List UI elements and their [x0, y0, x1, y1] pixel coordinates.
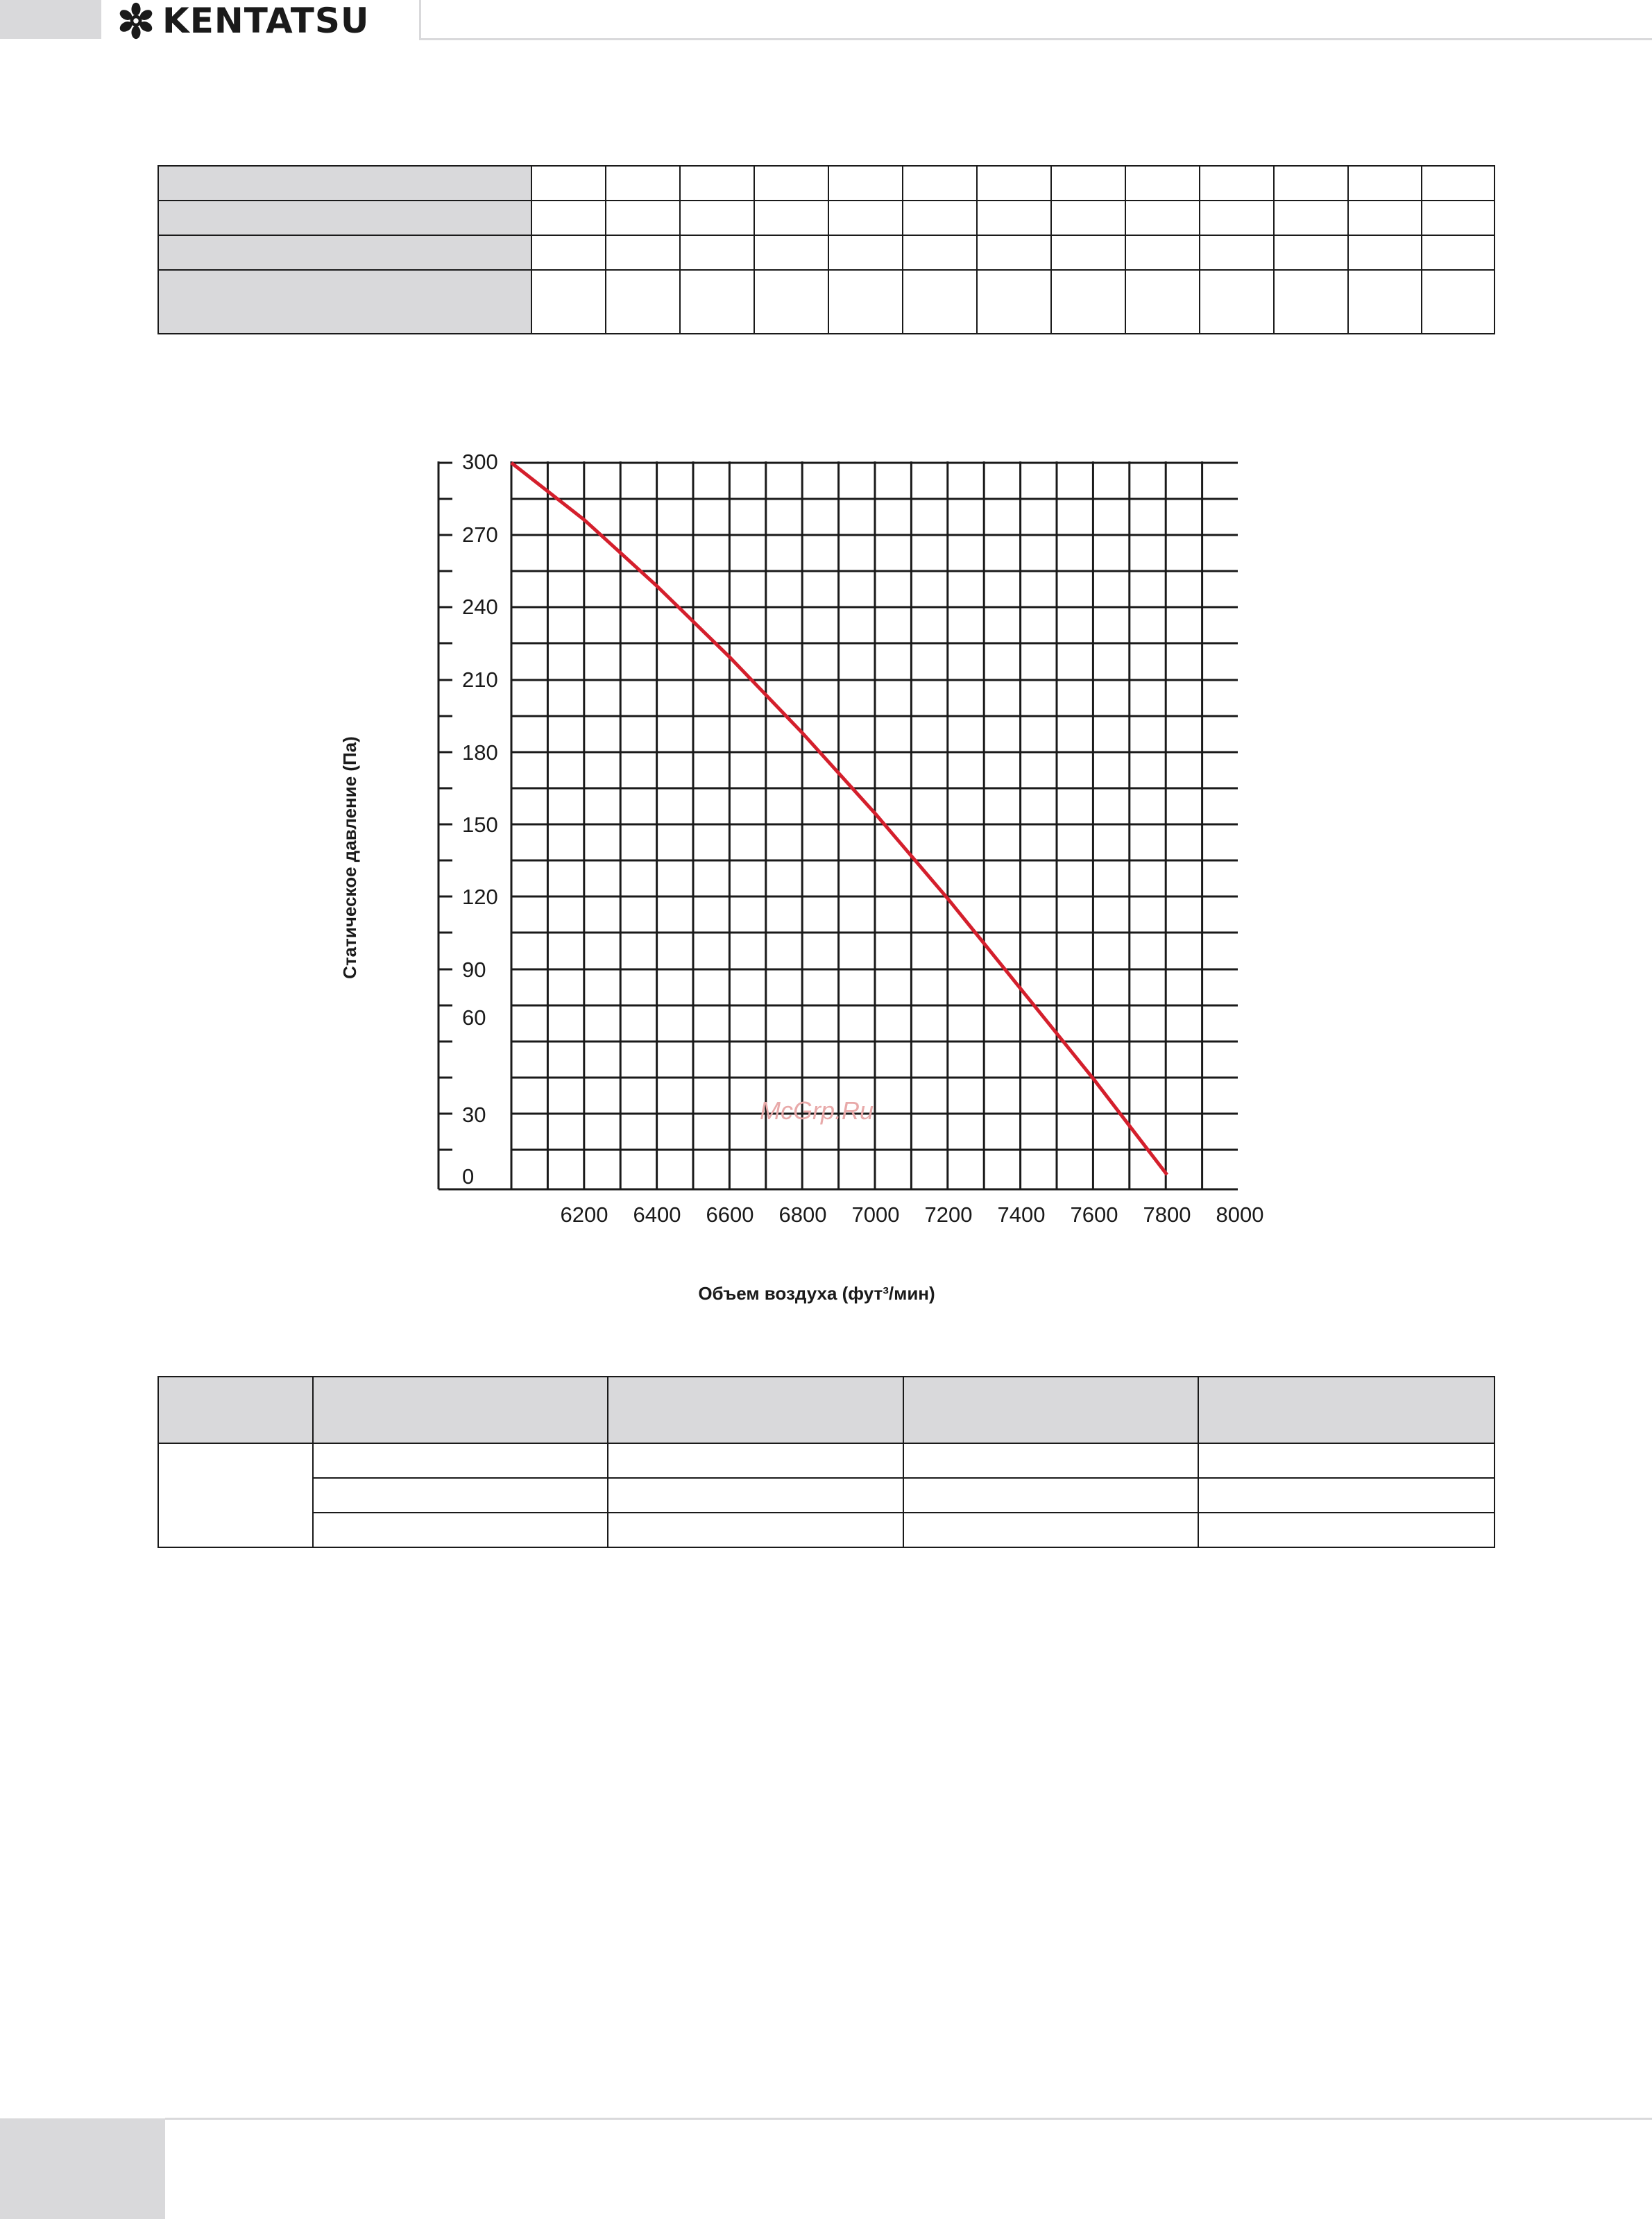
table-cell	[1125, 235, 1200, 270]
table-cell	[903, 1478, 1199, 1513]
table-cell	[828, 270, 903, 334]
header-cell	[1198, 1377, 1495, 1443]
table-cell	[903, 270, 977, 334]
header-cell	[158, 1377, 313, 1443]
header-cell	[608, 1377, 903, 1443]
y-axis-title: Статическое давление (Па)	[339, 736, 360, 979]
x-tick-label: 6400	[633, 1202, 681, 1227]
table-cell	[1051, 201, 1125, 235]
y-tick-labels	[462, 450, 498, 1189]
y-tick-label: 150	[462, 813, 498, 837]
table-cell	[1051, 270, 1125, 334]
table-cell	[606, 166, 680, 201]
x-tick-labels	[561, 1202, 1264, 1227]
table-cell	[1198, 1513, 1495, 1547]
table-cell	[754, 270, 828, 334]
y-tick-label: 30	[462, 1103, 486, 1127]
table-cell	[1348, 270, 1422, 334]
table-cell	[1274, 270, 1348, 334]
table-cell	[977, 235, 1051, 270]
table-cell	[1348, 201, 1422, 235]
x-tick-label: 6600	[706, 1202, 754, 1227]
table-cell	[1422, 166, 1495, 201]
table-cell	[754, 166, 828, 201]
table-row	[158, 166, 1495, 201]
table-cell	[754, 235, 828, 270]
table-cell	[977, 166, 1051, 201]
table-cell	[313, 1478, 608, 1513]
table-cell	[680, 235, 754, 270]
row-header-cell	[158, 270, 531, 334]
table-row	[158, 1478, 1495, 1513]
table-cell	[313, 1513, 608, 1547]
table-cell	[531, 270, 606, 334]
table-row	[158, 201, 1495, 235]
row-header-cell	[158, 166, 531, 201]
y-tick-label: 240	[462, 595, 498, 619]
table-cell	[977, 270, 1051, 334]
y-tick-label: 180	[462, 740, 498, 765]
table-cell	[1125, 166, 1200, 201]
chart-grid	[511, 461, 1238, 1189]
table-cell	[1198, 1443, 1495, 1478]
table-cell	[313, 1443, 608, 1478]
table-cell	[828, 166, 903, 201]
table-cell	[608, 1513, 903, 1547]
x-tick-label: 6800	[778, 1202, 827, 1227]
table-cell	[903, 235, 977, 270]
table-cell	[531, 201, 606, 235]
table-cell	[608, 1443, 903, 1478]
x-tick-label: 8000	[1216, 1202, 1264, 1227]
header-rule	[420, 38, 1652, 40]
x-tick-label: 7400	[997, 1202, 1046, 1227]
table-cell	[1125, 270, 1200, 334]
row-header-cell	[158, 235, 531, 270]
table-row	[158, 1513, 1495, 1547]
brand-name: KENTATSU	[162, 1, 370, 41]
table-cell	[977, 201, 1051, 235]
table-cell	[903, 166, 977, 201]
y-tick-label: 60	[462, 1005, 486, 1030]
table-row	[158, 270, 1495, 334]
table-cell	[903, 201, 977, 235]
table-cell	[1200, 270, 1274, 334]
y-tick-label: 120	[462, 885, 498, 909]
pressure-curve	[511, 463, 1167, 1175]
y-tick-label: 300	[462, 450, 498, 474]
brand-logo	[117, 3, 370, 39]
x-tick-label: 6200	[560, 1202, 608, 1227]
table-header-row	[158, 1377, 1495, 1443]
specs-table-bottom	[157, 1376, 1495, 1548]
table-cell	[606, 235, 680, 270]
table-cell	[828, 235, 903, 270]
table-row	[158, 1443, 1495, 1478]
table-cell	[531, 166, 606, 201]
merged-cell	[158, 1443, 313, 1547]
table-cell	[1422, 270, 1495, 334]
table-cell	[1198, 1478, 1495, 1513]
table-cell	[1274, 166, 1348, 201]
table-cell	[1274, 201, 1348, 235]
table-cell	[680, 201, 754, 235]
header-cell	[313, 1377, 608, 1443]
table-cell	[1348, 166, 1422, 201]
table-row	[158, 235, 1495, 270]
table-cell	[1051, 235, 1125, 270]
y-tick-label: 210	[462, 668, 498, 692]
y-tick-label: 0	[462, 1164, 475, 1189]
table-cell	[1200, 201, 1274, 235]
table-cell	[1348, 235, 1422, 270]
table-cell	[828, 201, 903, 235]
table-cell	[903, 1513, 1199, 1547]
table-cell	[680, 166, 754, 201]
y-tick-label: 270	[462, 522, 498, 547]
footer-gray-block	[0, 2118, 165, 2219]
table-cell	[606, 201, 680, 235]
x-axis-title: Объем воздуха (фут³/мин)	[698, 1283, 935, 1304]
specs-table-top	[157, 165, 1495, 334]
table-cell	[680, 270, 754, 334]
table-cell	[608, 1478, 903, 1513]
x-tick-label: 7000	[851, 1202, 900, 1227]
header-cell	[903, 1377, 1199, 1443]
table-cell	[1274, 235, 1348, 270]
table-cell	[1051, 166, 1125, 201]
x-tick-label: 7200	[924, 1202, 973, 1227]
watermark: McGrp.Ru	[760, 1096, 874, 1125]
table-cell	[1422, 235, 1495, 270]
table-cell	[606, 270, 680, 334]
table-cell	[1125, 201, 1200, 235]
flower-gear-icon	[117, 1, 155, 40]
header-separator	[419, 0, 421, 40]
table-cell	[1422, 201, 1495, 235]
table-cell	[903, 1443, 1199, 1478]
x-tick-label: 7600	[1070, 1202, 1118, 1227]
row-header-cell	[158, 201, 531, 235]
x-tick-label: 7800	[1143, 1202, 1191, 1227]
chart-axes	[438, 461, 511, 1189]
y-tick-label: 90	[462, 958, 486, 982]
table-cell	[754, 201, 828, 235]
header-gray-block	[0, 0, 101, 39]
footer-rule	[165, 2118, 1652, 2120]
table-cell	[1200, 235, 1274, 270]
table-cell	[531, 235, 606, 270]
table-cell	[1200, 166, 1274, 201]
